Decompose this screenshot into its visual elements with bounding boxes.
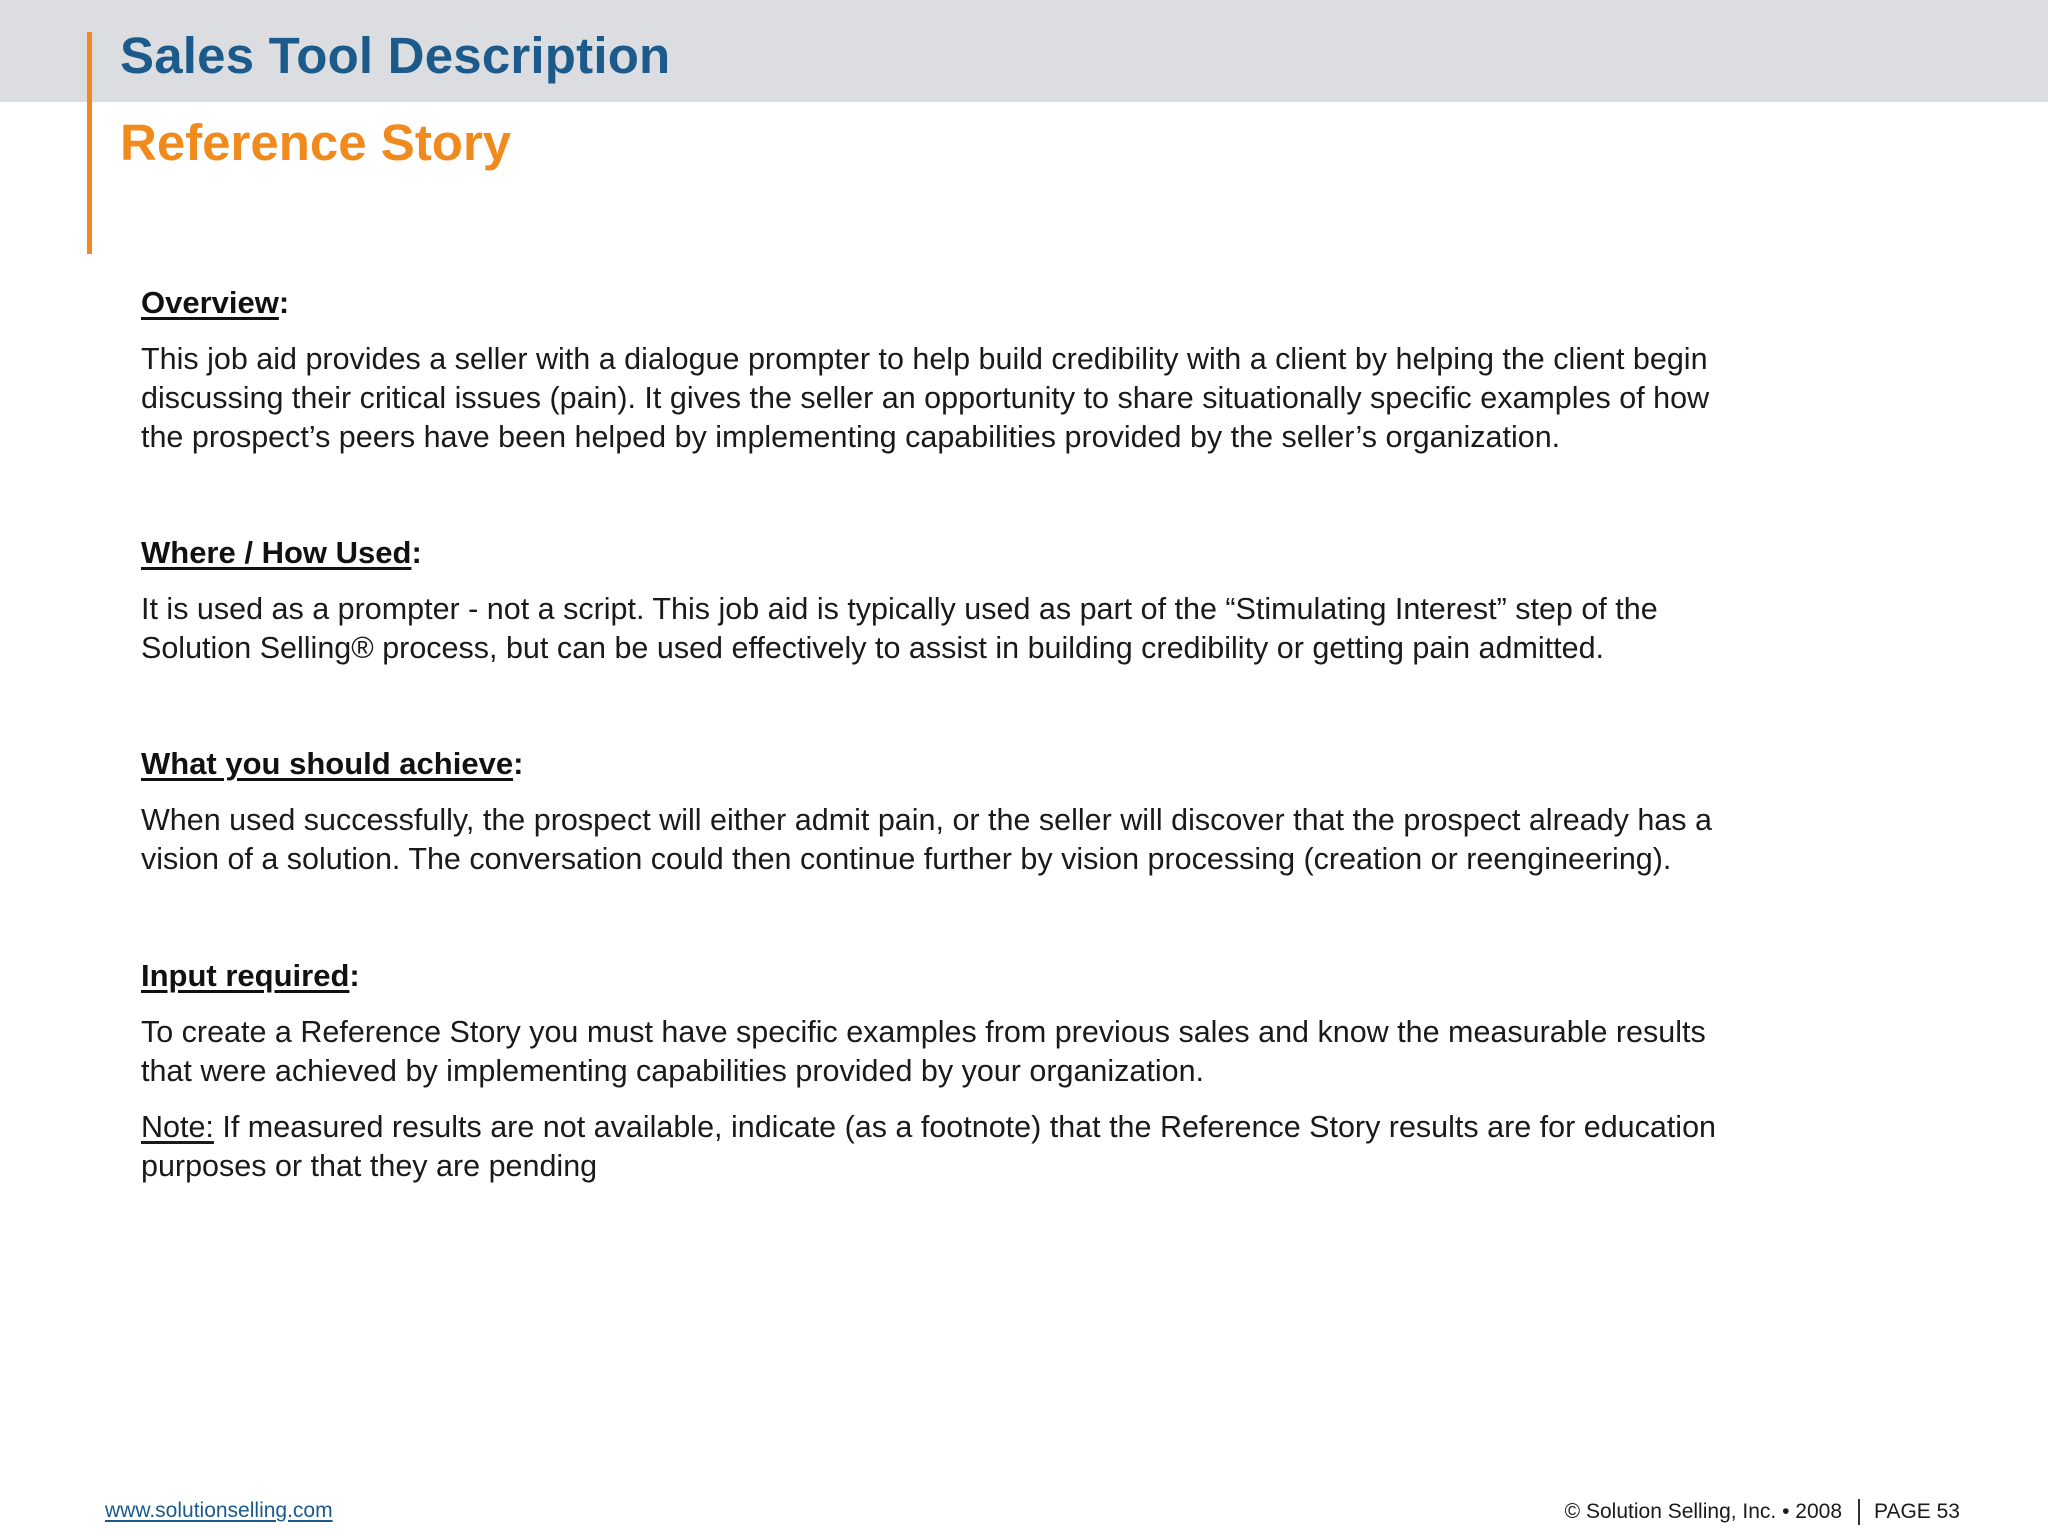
section-body: To create a Reference Story you must have specific examples from previous sales and know the measurable results that were achieved by implementing capabilities provided by your organization. <box>141 1015 1706 1088</box>
heading-text: Where / How Used <box>141 535 412 570</box>
heading-text: Input required <box>141 958 350 993</box>
heading-text: Overview <box>141 285 279 320</box>
heading-colon: : <box>349 958 360 993</box>
section-heading <box>141 745 1921 783</box>
section-heading <box>141 957 1921 995</box>
section-heading <box>141 284 1921 322</box>
heading-text: What you should achieve <box>141 746 514 781</box>
copyright-text: © Solution Selling, Inc. • 2008 <box>1564 1500 1842 1523</box>
section-body: When used successfully, the prospect will either admit pain, or the seller will discover that the prospect already has a vision of a solution. The conversation could then continue further by vision processing (creation or reengineering). <box>141 803 1712 876</box>
section-where-how-used <box>141 534 1921 745</box>
footer-divider <box>1858 1499 1860 1525</box>
section-heading <box>141 534 1921 572</box>
note-label: Note: <box>141 1110 214 1144</box>
page-number: PAGE 53 <box>1874 1500 1960 1523</box>
content-body <box>141 284 1921 1186</box>
page-subtitle: Reference Story <box>120 114 512 171</box>
section-body: This job aid provides a seller with a dialogue prompter to help build credibility with a client by helping the client begin discussing their critical issues (pain). It gives the seller an opportunity to share situationally specific examples of how the prospect’s peers have been helped by implementing capabilities provided by the seller’s organization. <box>141 342 1710 454</box>
section-overview <box>141 284 1921 534</box>
section-body: It is used as a prompter - not a script. This job aid is typically used as part of the “Stimulating Interest” step of the Solution Selling® process, but can be used effectively to assist in building credibility or getting pain admitted. <box>141 592 1658 665</box>
heading-colon: : <box>278 285 290 320</box>
section-input-required <box>141 957 1921 1186</box>
heading-colon: : <box>513 746 524 781</box>
page-title: Sales Tool Description <box>120 27 671 84</box>
heading-colon: : <box>411 535 422 570</box>
note-text: If measured results are not available, indicate (as a footnote) that the Reference Story results are for education purposes or that they are pending <box>141 1110 1717 1183</box>
note-paragraph <box>141 1108 1921 1186</box>
section-what-you-should-achieve <box>141 745 1921 957</box>
website-link[interactable]: www.solutionselling.com <box>105 1499 333 1522</box>
accent-bar <box>87 32 92 254</box>
footer-right <box>1565 1499 1960 1525</box>
